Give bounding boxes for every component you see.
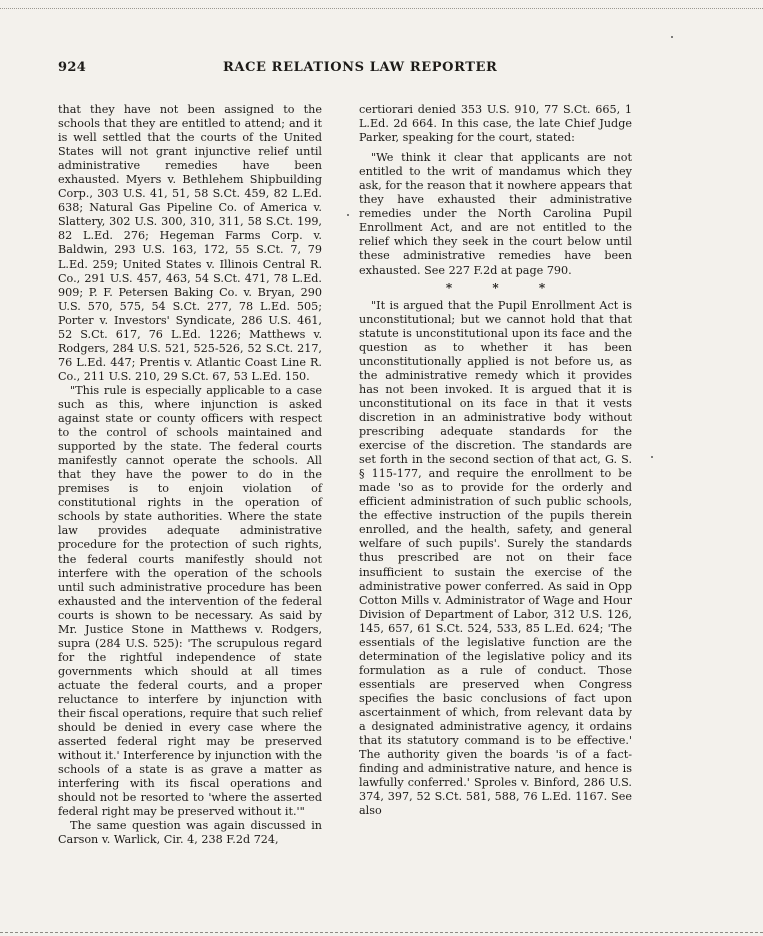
scan-speck bbox=[347, 214, 349, 216]
page-header bbox=[58, 60, 723, 80]
right-quote-paragraph-2: "It is argued that the Pupil Enrollment Act is unconstitutional; but we cannot hold that that statute is unconstitutional upon its face and the question as to whether it has been unconstitutionally applied is not before us, as the administrative remedy which it provides has not been invoked. It is argued that it is unconstitutional on its face in that it vests discretion in an administrative body without prescribing adequate standards for the exercise of the discretion. The standards are set forth in the second section of that act, G. S. § 115-177, and require the enrollment to be made 'so as to provide for the orderly and efficient administration of such public schools, the effective instruction of the pupils therein enrolled, and the health, safety, and general welfare of such pupils'. Surely the standards thus prescribed are not on their face insufficient to sustain the exercise of the administrative power conferred. As said in Opp Cotton Mills v. Administrator of Wage and Hour Division of Department of Labor, 312 U.S. 126, 145, 657, 61 S.Ct. 524, 533, 85 L.Ed. 624; 'The essentials of the legislative function are the determination of the legislative policy and its formulation as a rule of conduct. Those essentials are preserved when Congress specifies the basic conclusions of fact upon ascertainment of which, from relevant data by a designated administrative agency, it ordains that its statutory command is to be effective.' The authority given the boards 'is of a fact-finding and administrative nature, and hence is lawfully conferred.' Sproles v. Binford, 286 U.S. 374, 397, 52 S.Ct. 581, 588, 76 L.Ed. 1167. See also bbox=[359, 298, 632, 818]
left-column bbox=[58, 103, 322, 847]
running-head: RACE RELATIONS LAW REPORTER bbox=[223, 60, 498, 75]
right-quote-paragraph-1: "We think it clear that applicants are not entitled to the writ of mandamus which they ask, for the reason that it nowhere appears that they have exhausted their administrative remedies under the North Carolina Pupil Enrollment Act, and are not entitled to the relief which they seek in the court below until these administrative remedies have been exhausted. See 227 F.2d at page 790. bbox=[359, 151, 632, 277]
right-paragraph-1: certiorari denied 353 U.S. 910, 77 S.Ct. 665, 1 L.Ed. 2d 664. In this case, the late Chief Judge Parker, speaking for the court, stated: bbox=[359, 103, 632, 145]
left-paragraph-1: that they have not been assigned to the schools that they are entitled to attend; and it is well settled that the courts of the United States will not grant injunctive relief until administrative remedies have been exhausted. Myers v. Bethlehem Shipbuilding Corp., 303 U.S. 41, 51, 58 S.Ct. 459, 82 L.Ed. 638; Natural Gas Pipeline Co. of America v. Slattery, 302 U.S. 300, 310, 311, 58 S.Ct. 199, 82 L.Ed. 276; Hegeman Farms Corp. v. Baldwin, 293 U.S. 163, 172, 55 S.Ct. 7, 79 L.Ed. 259; United States v. Illinois Central R. Co., 291 U.S. 457, 463, 54 S.Ct. 471, 78 L.Ed. 909; P. F. Petersen Baking Co. v. Bryan, 290 U.S. 570, 575, 54 S.Ct. 277, 78 L.Ed. 505; Porter v. Investors' Syndicate, 286 U.S. 461, 52 S.Ct. 617, 76 L.Ed. 1226; Matthews v. Rodgers, 284 U.S. 521, 525-526, 52 S.Ct. 217, 76 L.Ed. 447; Prentis v. Atlantic Coast Line R. Co., 211 U.S. 210, 29 S.Ct. 67, 53 L.Ed. 150. bbox=[58, 103, 322, 383]
left-paragraph-2-quote: "This rule is especially applicable to a case such as this, where injunction is asked against state or county officers with respect to the control of schools maintained and supported by the state. The federal courts manifestly cannot operate the schools. All that they have the power to do in the premises is to enjoin violation of constitutional rights in the operation of schools by state authorities. Where the state law provides adequate administrative procedure for the protection of such rights, the federal courts manifestly should not interfere with the operation of the schools until such administrative procedure has been exhausted and the intervention of the federal courts is shown to be necessary. As said by Mr. Justice Stone in Matthews v. Rodgers, supra (284 U.S. 525): 'The scrupulous regard for the rightful independence of state governments which should at all times actuate the federal courts, and a proper reluctance to interfere by injunction with their fiscal operations, require that such relief should be denied in every case where the asserted federal right may be preserved without it.' Interference by injunction with the schools of a state is as grave a matter as interfering with its fiscal operations and should not be resorted to 'where the asserted federal right may be preserved without it.'" bbox=[58, 383, 322, 819]
ellipsis-separator: * * * bbox=[445, 280, 564, 295]
page-number: 924 bbox=[58, 60, 87, 75]
scan-speck bbox=[651, 456, 653, 458]
bottom-scan-rule bbox=[0, 932, 763, 933]
left-paragraph-3: The same question was again discussed in Carson v. Warlick, Cir. 4, 238 F.2d 724, bbox=[58, 819, 322, 847]
scan-speck bbox=[671, 36, 673, 38]
top-dotted-rule bbox=[0, 8, 763, 9]
right-column bbox=[359, 103, 632, 818]
